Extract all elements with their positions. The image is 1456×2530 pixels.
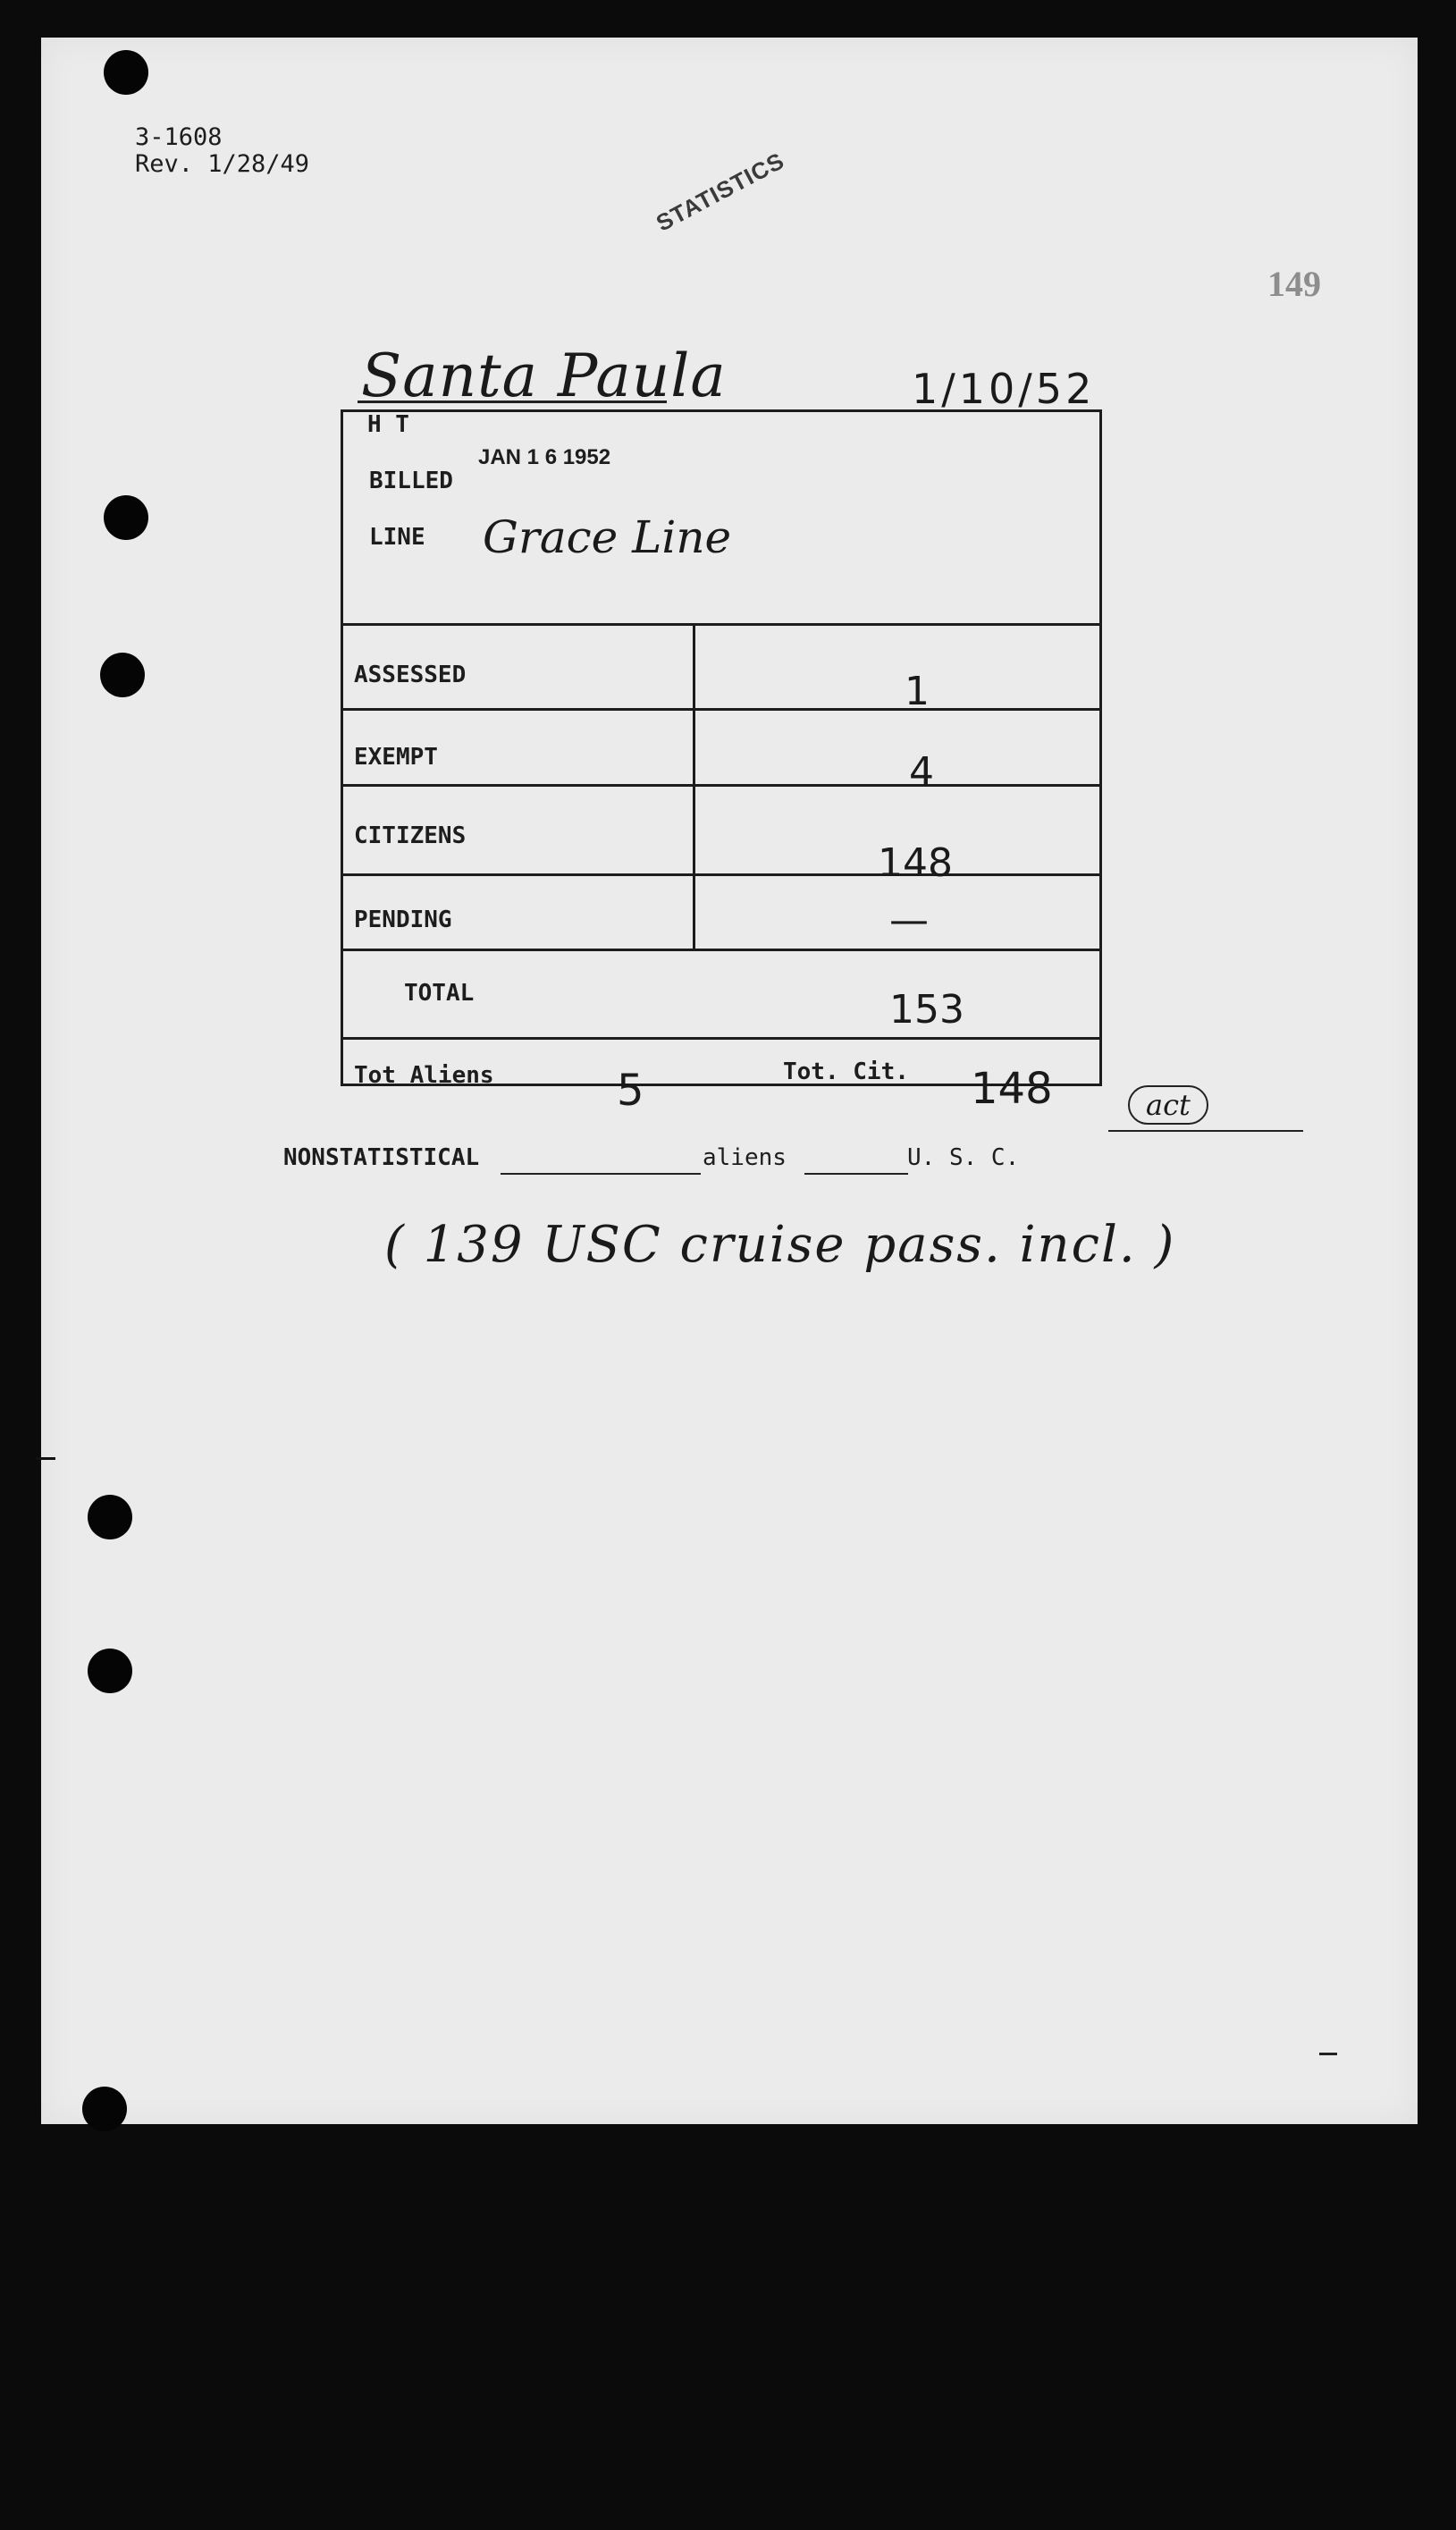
punch-hole-1: [104, 50, 148, 95]
punch-hole-6: [82, 2087, 127, 2131]
tot-cit-value: 148: [971, 1064, 1053, 1114]
citizens-label: CITIZENS: [354, 822, 467, 849]
handwritten-note: ( 139 USC cruise pass. incl. ): [384, 1216, 1176, 1274]
billed-label: BILLED: [369, 468, 453, 494]
exempt-value: 4: [909, 749, 934, 795]
total-value: 153: [889, 987, 964, 1033]
nonstatistical-label: NONSTATISTICAL: [283, 1144, 480, 1171]
form-number: 3-1608: [135, 123, 223, 151]
exempt-label: EXEMPT: [354, 744, 438, 771]
divider-total: [341, 949, 1102, 951]
page-number: 149: [1267, 264, 1321, 304]
initials: act: [1128, 1085, 1208, 1125]
nonstatistical-usc-blank: [804, 1173, 908, 1175]
column-divider: [693, 623, 695, 949]
tot-cit-label: Tot. Cit.: [783, 1058, 909, 1085]
pending-label: PENDING: [354, 907, 452, 933]
assessed-label: ASSESSED: [354, 662, 467, 688]
divider-header: [341, 623, 1102, 626]
divider-row-1: [341, 708, 1102, 711]
divider-bottom-row: [341, 1037, 1102, 1040]
assessed-value: 1: [905, 669, 930, 714]
line-label: LINE: [369, 524, 425, 551]
date: 1/10/52: [912, 365, 1096, 413]
edge-mark: [1319, 2053, 1337, 2055]
vessel-name-underline: [358, 401, 667, 403]
punch-hole-5: [88, 1649, 132, 1693]
punch-hole-3: [100, 653, 145, 697]
line-value: Grace Line: [483, 511, 732, 563]
statistics-stamp: STATISTICS: [652, 147, 789, 237]
initials-underline: [1108, 1130, 1303, 1132]
punch-hole-4: [88, 1495, 132, 1539]
tot-aliens-label: Tot Aliens: [354, 1062, 494, 1089]
tot-aliens-value: 5: [617, 1066, 644, 1116]
pending-value: —: [889, 898, 927, 943]
usc-label: U. S. C.: [907, 1144, 1020, 1171]
aliens-label: aliens: [703, 1144, 787, 1171]
divider-row-3: [341, 873, 1102, 876]
nonstatistical-aliens-blank: [501, 1173, 701, 1175]
vessel-name: Santa Paula: [361, 342, 727, 410]
edge-mark: [36, 1457, 55, 1460]
form-revision: Rev. 1/28/49: [135, 150, 310, 178]
billed-date-stamp: JAN 1 6 1952: [478, 445, 611, 469]
divider-row-2: [341, 784, 1102, 787]
total-label: TOTAL: [404, 980, 475, 1007]
citizens-value: 148: [878, 840, 953, 886]
ht-label: H T: [367, 411, 409, 438]
punch-hole-2: [104, 495, 148, 540]
